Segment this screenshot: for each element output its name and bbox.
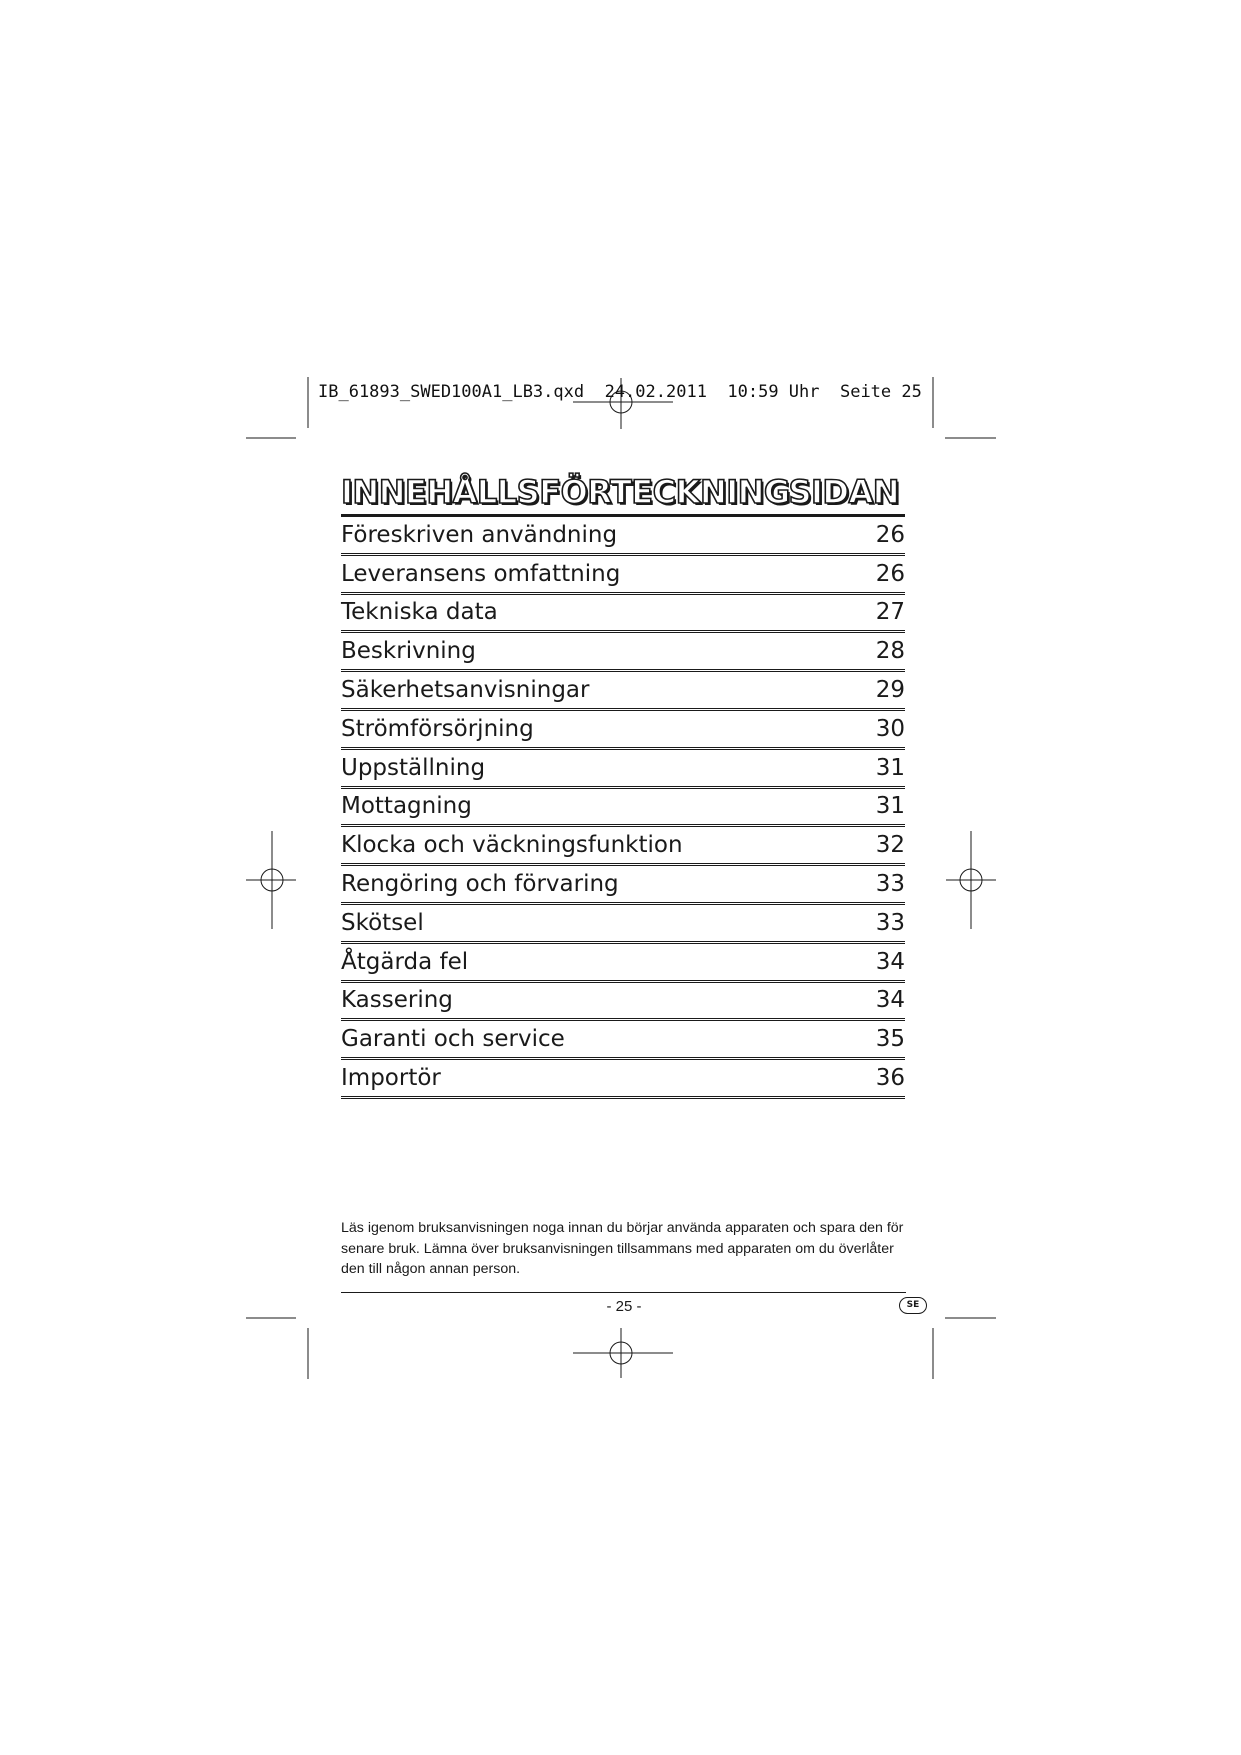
toc-entry-page: 35 xyxy=(875,1026,905,1053)
toc-page-column-label: SIDAN xyxy=(788,473,899,511)
toc-entry xyxy=(341,944,905,983)
toc-entry-page: 34 xyxy=(875,987,905,1014)
toc-entry xyxy=(341,866,905,905)
toc-entry xyxy=(341,1021,905,1060)
toc-entry-label: Strömförsörjning xyxy=(341,715,534,742)
toc-entry xyxy=(341,750,905,789)
toc-entry-label: Föreskriven användning xyxy=(341,521,618,548)
toc-entry-label: Importör xyxy=(341,1064,441,1091)
toc-entry-label: Kassering xyxy=(341,987,453,1014)
toc-entry-label: Mottagning xyxy=(341,793,472,820)
toc-entry xyxy=(341,517,905,556)
toc-entry-label: Rengöring och förvaring xyxy=(341,870,619,897)
toc-entry-label: Tekniska data xyxy=(341,599,498,626)
toc-entry-label: Leveransens omfattning xyxy=(341,560,621,587)
toc-entry xyxy=(341,789,905,828)
footer-rule xyxy=(341,1292,906,1293)
toc-entry-page: 34 xyxy=(875,948,905,975)
toc-list xyxy=(341,517,905,1099)
toc-entry-page: 33 xyxy=(875,870,905,897)
toc-entry-label: Åtgärda fel xyxy=(341,948,469,975)
toc-entry-page: 31 xyxy=(875,754,905,781)
toc-entry xyxy=(341,1060,905,1099)
toc-entry-page: 31 xyxy=(875,793,905,820)
toc-entry xyxy=(341,556,905,595)
toc-entry-label: Säkerhetsanvisningar xyxy=(341,676,590,703)
toc-entry-page: 30 xyxy=(875,715,905,742)
toc-entry-page: 36 xyxy=(875,1064,905,1091)
toc-entry-page: 27 xyxy=(875,599,905,626)
toc-entry-page: 26 xyxy=(875,560,905,587)
toc-entry xyxy=(341,711,905,750)
toc-entry xyxy=(341,827,905,866)
toc-entry-page: 33 xyxy=(875,909,905,936)
toc-entry xyxy=(341,905,905,944)
toc-entry-page: 26 xyxy=(875,521,905,548)
toc-entry-label: Skötsel xyxy=(341,909,424,936)
toc-entry xyxy=(341,672,905,711)
toc-entry-page: 28 xyxy=(875,638,905,665)
language-badge: SE xyxy=(899,1297,927,1314)
toc-entry xyxy=(341,633,905,672)
toc-header xyxy=(341,470,905,517)
toc-entry-label: Garanti och service xyxy=(341,1026,565,1053)
toc-entry-label: Klocka och väckningsfunktion xyxy=(341,832,683,859)
table-of-contents xyxy=(341,470,905,1099)
print-slug: IB_61893_SWED100A1_LB3.qxd 24.02.2011 10:59 Uhr Seite 25 xyxy=(318,382,922,402)
page-number: - 25 - xyxy=(606,1298,642,1315)
toc-entry-page: 32 xyxy=(875,832,905,859)
toc-entry-label: Beskrivning xyxy=(341,638,476,665)
toc-entry xyxy=(341,595,905,634)
toc-entry xyxy=(341,983,905,1022)
toc-entry-page: 29 xyxy=(875,676,905,703)
toc-title: INNEHÅLLSFÖRTECKNING xyxy=(341,473,790,511)
toc-entry-label: Uppställning xyxy=(341,754,486,781)
instruction-note: Läs igenom bruksanvisningen noga innan du börjar använda apparaten och spara den för senare bruk. Lämna över bruksanvisningen tillsammans med apparaten om du överlåter den till någon annan person. xyxy=(341,1220,904,1277)
